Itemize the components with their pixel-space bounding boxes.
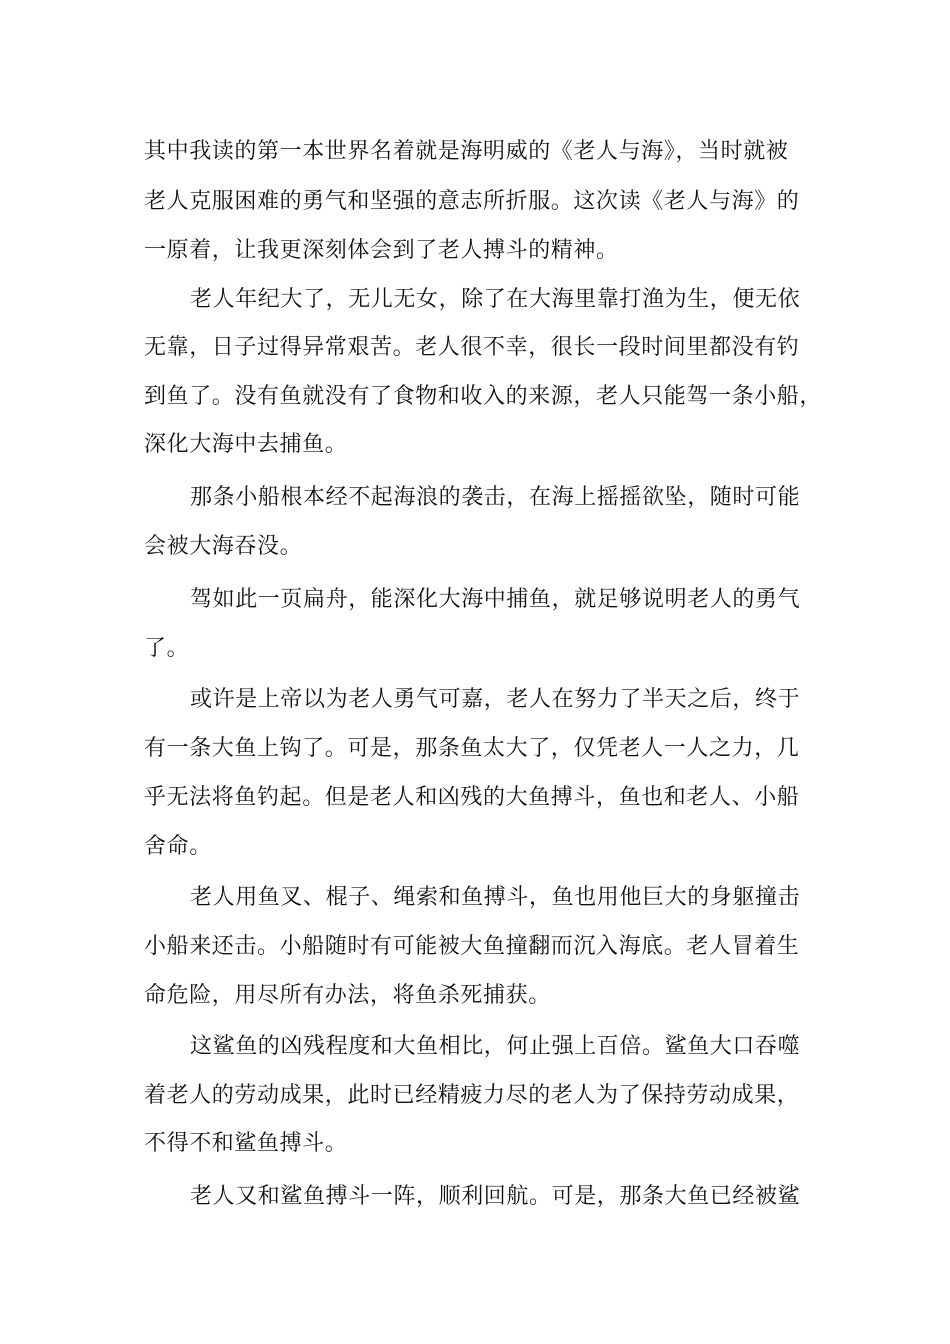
paragraph-first-line: 老人用鱼叉、棍子、绳索和鱼搏斗，鱼也用他巨大的身躯撞击 (190, 885, 801, 910)
text-line: 不得不和鲨鱼搏斗。 (144, 1131, 348, 1156)
text-line: 会被大海吞没。 (144, 534, 303, 559)
paragraph-first-line: 这鲨鱼的凶残程度和大鱼相比，何止强上百倍。鲨鱼大口吞噬 (190, 1034, 801, 1059)
text-line: 舍命。 (144, 834, 212, 859)
text-line: 了。 (144, 636, 190, 661)
text-line: 一原着，让我更深刻体会到了老人搏斗的精神。 (144, 238, 619, 263)
text-line: 命危险，用尽所有办法，将鱼杀死捕获。 (144, 983, 551, 1008)
text-line: 深化大海中去捕鱼。 (144, 432, 348, 457)
text-line: 无靠，日子过得异常艰苦。老人很不幸，很长一段时间里都没有钓 (144, 335, 800, 360)
text-line: 有一条大鱼上钩了。可是，那条鱼太大了，仅凭老人一人之力，几 (144, 736, 800, 761)
text-line: 其中我读的第一本世界名着就是海明威的《老人与海》，当时就被 (144, 139, 789, 164)
text-line: 老人克服困难的勇气和坚强的意志所折服。这次读《老人与海》的 (144, 189, 800, 214)
paragraph-first-line: 驾如此一页扁舟，能深化大海中捕鱼，就足够说明老人的勇气 (190, 587, 801, 612)
text-line: 乎无法将鱼钓起。但是老人和凶残的大鱼搏斗，鱼也和老人、小船 (144, 785, 800, 810)
text-line: 小船来还击。小船随时有可能被大鱼撞翻而沉入海底。老人冒着生 (144, 934, 800, 959)
paragraph-first-line: 或许是上帝以为老人勇气可嘉，老人在努力了半天之后，终于 (190, 687, 801, 712)
text-line: 到鱼了。没有鱼就没有了食物和收入的来源，老人只能驾一条小船， (144, 384, 823, 409)
text-line: 着老人的劳动成果，此时已经精疲力尽的老人为了保持劳动成果， (144, 1083, 800, 1108)
paragraph-first-line: 那条小船根本经不起海浪的袭击，在海上摇摇欲坠，随时可能 (190, 485, 801, 510)
paragraph-first-line: 老人年纪大了，无儿无女，除了在大海里靠打渔为生，便无依 (190, 287, 801, 312)
paragraph-first-line: 老人又和鲨鱼搏斗一阵，顺利回航。可是，那条大鱼已经被鲨 (190, 1184, 801, 1209)
